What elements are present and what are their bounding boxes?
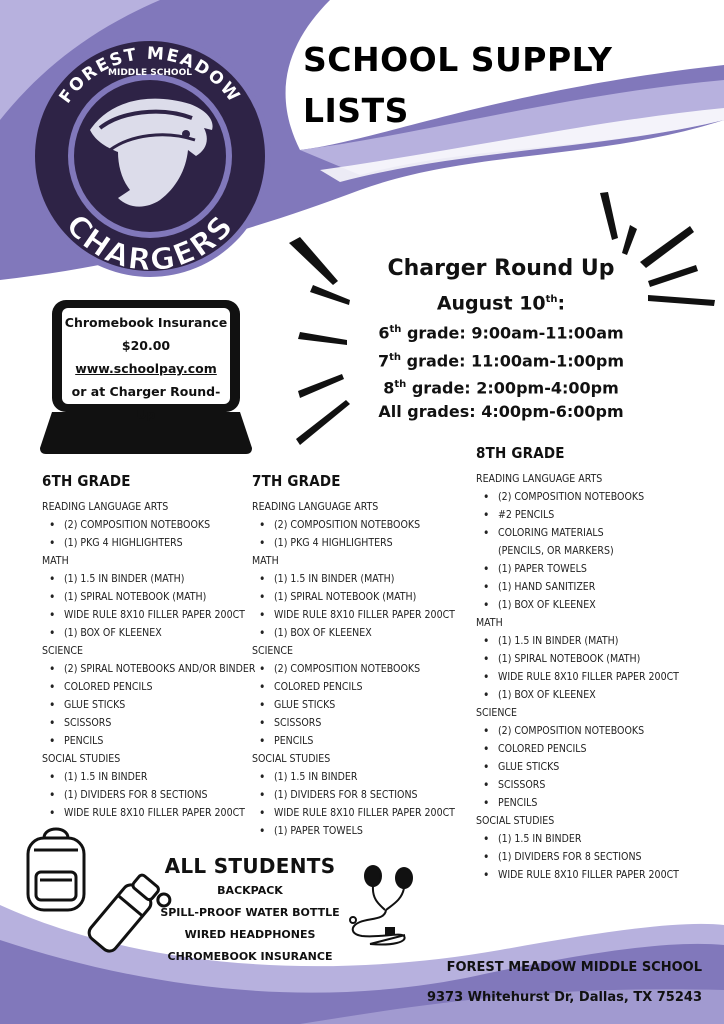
list-item: • GLUE STICKS: [498, 758, 666, 776]
list-item: • (1) PKG 4 HIGHLIGHTERS: [274, 534, 462, 552]
grade-7-math: MATH: [252, 555, 279, 567]
insurance-link[interactable]: www.schoolpay.com: [75, 361, 217, 376]
logo-text: [29, 35, 271, 277]
list-item: • WIDE RULE 8X10 FILLER PAPER 200CT: [64, 606, 247, 624]
list-item: • (1) SPIRAL NOTEBOOK (MATH): [274, 588, 462, 606]
list-item: • WIDE RULE 8X10 FILLER PAPER 200CT: [498, 668, 666, 686]
list-item: • SCISSORS: [498, 776, 666, 794]
list-item: • (2) COMPOSITION NOTEBOOKS: [274, 516, 462, 534]
list-item: • (2) COMPOSITION NOTEBOOKS: [498, 722, 666, 740]
list-item: • GLUE STICKS: [64, 696, 247, 714]
all-students-item: SPILL-PROOF WATER BOTTLE: [160, 906, 340, 919]
list-item: • COLORING MATERIALS (PENCILS, OR MARKERS): [498, 524, 648, 560]
round-up-info: [356, 253, 646, 424]
grade-8-math: MATH: [476, 617, 503, 629]
logo-top-text: FOREST MEADOW: [55, 43, 245, 108]
list-item: • (1) BOX OF KLEENEX: [274, 624, 462, 642]
list-item: • (1) 1.5 IN BINDER (MATH): [274, 570, 462, 588]
logo-bottom-text: CHARGERS: [58, 207, 242, 277]
list-item: • (1) 1.5 IN BINDER: [274, 768, 462, 786]
all-students: [160, 852, 340, 968]
list-item: • (1) BOX OF KLEENEX: [498, 596, 666, 614]
round-up-7th: 7th grade: 11:00am-1:00pm: [378, 350, 624, 370]
list-item: • (1) PAPER TOWELS: [498, 560, 666, 578]
list-item: • WIDE RULE 8X10 FILLER PAPER 200CT: [274, 606, 462, 624]
grade-6-math: MATH: [42, 555, 69, 567]
all-students-item: WIRED HEADPHONES: [184, 928, 316, 941]
grade-8-science: SCIENCE: [476, 707, 517, 719]
list-item: • PENCILS: [274, 732, 462, 750]
page-title: [303, 34, 612, 136]
list-item: • (2) SPIRAL NOTEBOOKS AND/OR BINDER: [64, 660, 247, 678]
list-item: • SCISSORS: [274, 714, 462, 732]
grade-8-social-studies: SOCIAL STUDIES: [476, 815, 555, 827]
round-up-8th: 8th grade: 2:00pm-4:00pm: [383, 378, 619, 398]
list-item: • PENCILS: [498, 794, 666, 812]
list-item: • (1) 1.5 IN BINDER: [498, 830, 666, 848]
all-students-heading: ALL STUDENTS: [164, 854, 336, 878]
round-up-heading: Charger Round Up: [387, 256, 615, 281]
list-item: • (1) BOX OF KLEENEX: [64, 624, 247, 642]
headphones-icon: [350, 866, 412, 945]
svg-text:CHARGERS: [59, 208, 242, 277]
title-line-1: SCHOOL SUPPLY: [303, 40, 613, 79]
list-item: • GLUE STICKS: [274, 696, 462, 714]
grade-7-social-studies: SOCIAL STUDIES: [252, 753, 331, 765]
list-item: • PENCILS: [64, 732, 247, 750]
grade-7-science: SCIENCE: [252, 645, 293, 657]
grade-7-rla: READING LANGUAGE ARTS: [252, 501, 379, 513]
grade-7-list: [252, 471, 462, 840]
insurance-title: Chromebook Insurance: [64, 315, 228, 330]
grade-6-rla: READING LANGUAGE ARTS: [42, 501, 169, 513]
list-item: • SCISSORS: [64, 714, 247, 732]
list-item: • COLORED PENCILS: [64, 678, 247, 696]
footer-school: FOREST MEADOW MIDDLE SCHOOL: [446, 960, 702, 975]
list-item: • (1) 1.5 IN BINDER: [64, 768, 247, 786]
footer: [427, 953, 702, 1013]
round-up-all: All grades: 4:00pm-6:00pm: [378, 402, 624, 422]
list-item: • (1) DIVIDERS FOR 8 SECTIONS: [498, 848, 666, 866]
list-item: • (2) COMPOSITION NOTEBOOKS: [64, 516, 247, 534]
grade-6-social-studies: SOCIAL STUDIES: [42, 753, 121, 765]
logo-sub-text: MIDDLE SCHOOL: [108, 68, 192, 78]
list-item: • (1) BOX OF KLEENEX: [498, 686, 666, 704]
grade-8-title: 8TH GRADE: [476, 444, 565, 462]
list-item: • (1) SPIRAL NOTEBOOK (MATH): [498, 650, 666, 668]
insurance-info: [64, 311, 228, 426]
list-item: • COLORED PENCILS: [274, 678, 462, 696]
list-item: • (1) SPIRAL NOTEBOOK (MATH): [64, 588, 247, 606]
grade-6-science: SCIENCE: [42, 645, 83, 657]
title-line-2: LISTS: [303, 91, 409, 130]
list-item: • (1) 1.5 IN BINDER (MATH): [64, 570, 247, 588]
grade-7-title: 7TH GRADE: [252, 472, 341, 490]
grade-6-title: 6TH GRADE: [42, 472, 131, 490]
list-item: • (1) PAPER TOWELS: [274, 822, 462, 840]
list-item: • (1) HAND SANITIZER: [498, 578, 666, 596]
backpack-icon: [28, 829, 84, 910]
grade-6-list: [42, 471, 256, 822]
list-item: • WIDE RULE 8X10 FILLER PAPER 200CT: [498, 866, 666, 884]
grade-8-rla: READING LANGUAGE ARTS: [476, 473, 603, 485]
list-item: • (1) DIVIDERS FOR 8 SECTIONS: [64, 786, 247, 804]
list-item: • (1) DIVIDERS FOR 8 SECTIONS: [274, 786, 462, 804]
round-up-6th: 6th grade: 9:00am-11:00am: [378, 323, 624, 343]
insurance-price: $20.00: [121, 338, 171, 353]
list-item: • (2) COMPOSITION NOTEBOOKS: [274, 660, 462, 678]
list-item: • COLORED PENCILS: [498, 740, 666, 758]
list-item: • (1) 1.5 IN BINDER (MATH): [498, 632, 666, 650]
footer-address: 9373 Whitehurst Dr, Dallas, TX 75243: [426, 990, 702, 1005]
all-students-item: CHROMEBOOK INSURANCE: [167, 950, 333, 963]
grade-8-list: [476, 443, 679, 884]
list-item: • (2) COMPOSITION NOTEBOOKS: [498, 488, 666, 506]
list-item: • #2 PENCILS: [498, 506, 666, 524]
all-students-item: BACKPACK: [217, 884, 283, 897]
round-up-date: August 10th:: [436, 292, 566, 315]
list-item: • (1) PKG 4 HIGHLIGHTERS: [64, 534, 247, 552]
list-item: • WIDE RULE 8X10 FILLER PAPER 200CT: [274, 804, 462, 822]
list-item: • WIDE RULE 8X10 FILLER PAPER 200CT: [64, 804, 247, 822]
insurance-roundup: or at Charger Round-Up: [71, 384, 221, 422]
